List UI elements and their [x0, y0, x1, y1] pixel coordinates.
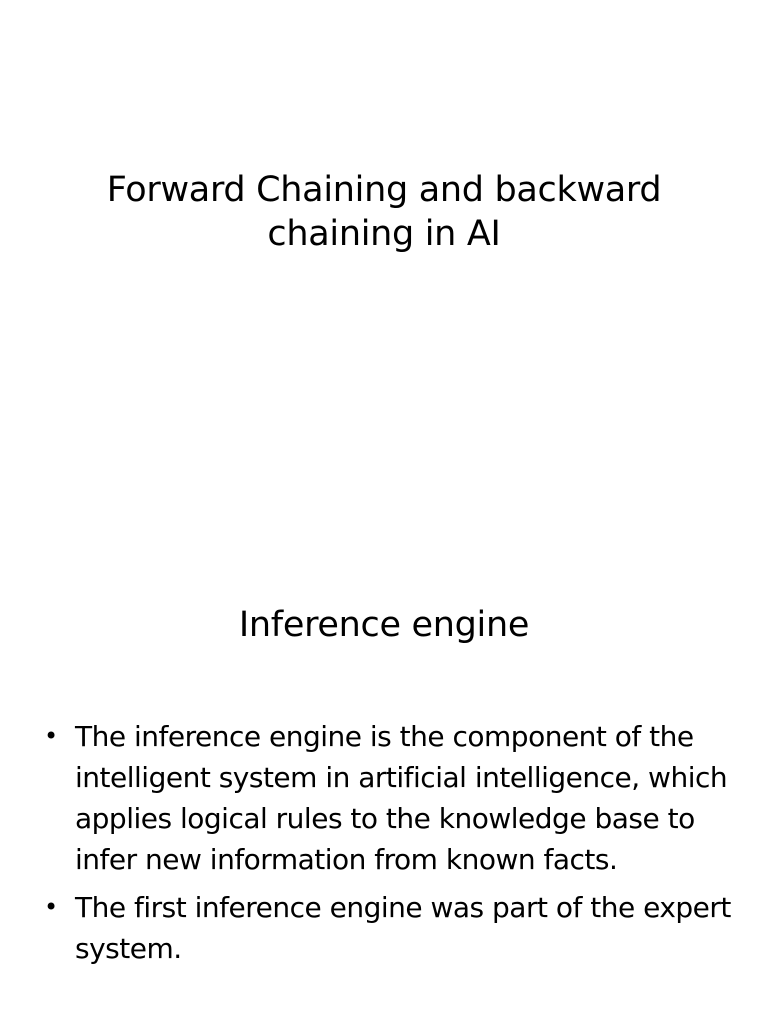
bullet-icon: • — [44, 722, 58, 750]
bullet-icon: • — [44, 893, 58, 921]
bullet-text: The first inference engine was part of the expert system. — [75, 891, 731, 965]
list-item — [42, 887, 732, 969]
bullet-list — [42, 716, 732, 976]
bullet-text: The inference engine is the component of the intelligent system in artificial intelligence, which applies logical rules to the knowledge base to infer new information from known facts. — [75, 720, 728, 876]
slide-title: Forward Chaining and backward chaining in AI — [106, 170, 662, 254]
section-heading: Inference engine — [238, 605, 530, 645]
list-item — [42, 716, 732, 880]
